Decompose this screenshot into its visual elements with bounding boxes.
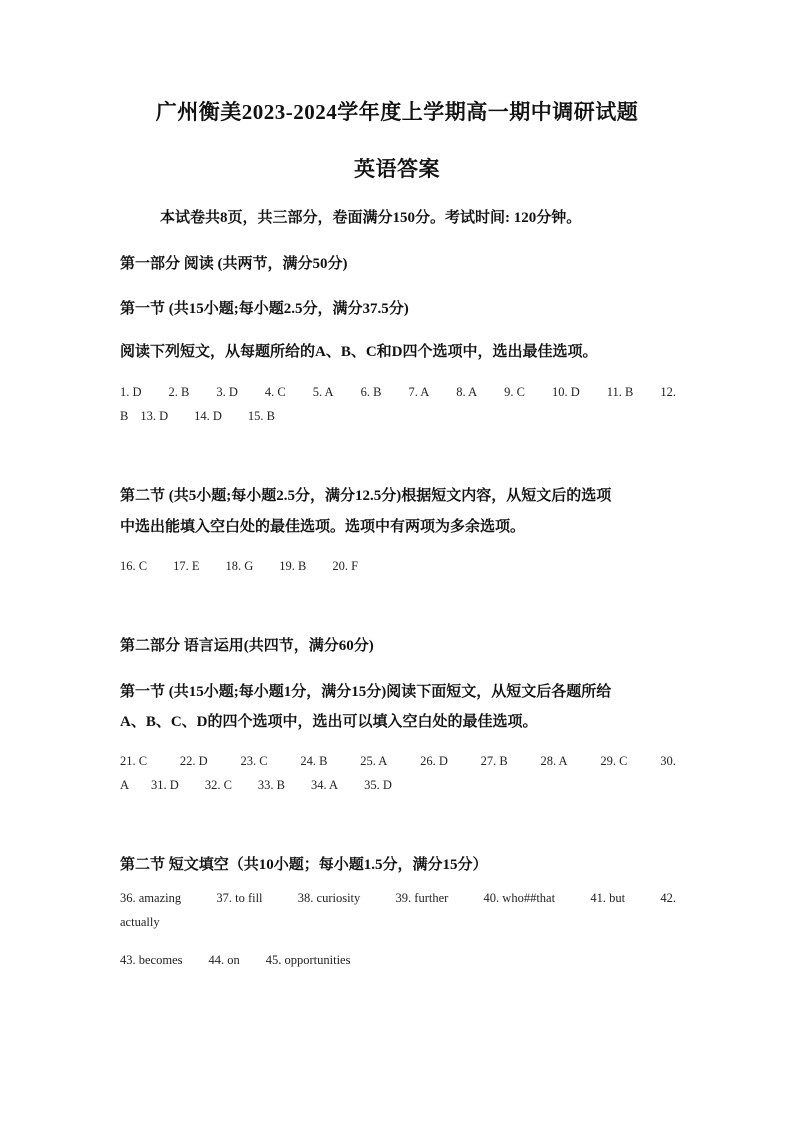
answer-item: B: [120, 409, 129, 423]
answer-item: 19. B: [279, 559, 307, 573]
answer-item: 24. B: [300, 754, 328, 768]
answer-item: 33. B: [257, 778, 285, 792]
answer-row-p1s1-1: [120, 385, 676, 400]
document-subtitle: 英语答案: [354, 157, 440, 181]
answer-item: 12.: [660, 385, 676, 399]
answer-item: 25. A: [360, 754, 388, 768]
answer-item: 36. amazing: [120, 891, 182, 905]
document-title: 广州衡美2023-2024学年度上学期高一期中调研试题: [155, 100, 639, 124]
answer-item: 23. C: [240, 754, 268, 768]
answer-item: 32. C: [204, 778, 232, 792]
answer-item: 37. to fill: [216, 891, 263, 905]
answer-item: 45. opportunities: [265, 953, 351, 967]
answer-item: 38. curiosity: [297, 891, 361, 905]
part2-section1-heading-line1: 第一节 (共15小题;每小题1分，满分15分)阅读下面短文，从短文后各题所给: [120, 684, 612, 700]
answer-item: 17. E: [173, 559, 200, 573]
answer-item: 14. D: [194, 409, 222, 423]
answer-item: 30.: [660, 754, 676, 768]
answer-row-p1s2-1: [120, 559, 676, 574]
answer-item: 18. G: [225, 559, 254, 573]
answer-item: 28. A: [540, 754, 568, 768]
answer-item: 21. C: [120, 754, 148, 768]
answer-item: 15. B: [247, 409, 275, 423]
answer-item: 4. C: [264, 385, 286, 399]
answer-row-p2s2-1: [120, 891, 676, 906]
part1-section1-instruction: 阅读下列短文，从每题所给的A、B、C和D四个选项中，选出最佳选项。: [120, 344, 598, 360]
answer-item: 27. B: [480, 754, 508, 768]
answer-item: 10. D: [551, 385, 580, 399]
answer-item: 35. D: [364, 778, 392, 792]
answer-item: 7. A: [408, 385, 430, 399]
answer-item: 3. D: [216, 385, 238, 399]
answer-item: actually: [120, 915, 160, 929]
answer-item: 26. D: [420, 754, 448, 768]
answer-item: 44. on: [208, 953, 240, 967]
answer-item: 9. C: [504, 385, 525, 399]
part1-section2-heading-line2: 中选出能填入空白处的最佳选项。选项中有两项为多余选项。: [120, 519, 526, 535]
part2-section1-heading-line2: A、B、C、D的四个选项中，选出可以填入空白处的最佳选项。: [120, 714, 538, 730]
answer-row-p1s1-2: [120, 409, 676, 424]
answer-item: 20. F: [332, 559, 359, 573]
answer-item: 43. becomes: [120, 953, 183, 967]
answer-item: 40. who##that: [483, 891, 556, 905]
answer-item: 34. A: [311, 778, 339, 792]
answer-row-p2s1-2: [120, 778, 676, 793]
answer-row-p2s2-2: [120, 915, 676, 930]
part1-section1-heading: 第一节 (共15小题;每小题2.5分，满分37.5分): [120, 301, 409, 317]
answer-item: 13. D: [140, 409, 169, 423]
answer-item: 41. but: [590, 891, 626, 905]
answer-row-p2s1-1: [120, 754, 676, 769]
answer-item: 42.: [660, 891, 676, 905]
answer-item: 1. D: [120, 385, 142, 399]
answer-item: 5. A: [312, 385, 334, 399]
answer-item: 2. B: [168, 385, 190, 399]
part2-heading: 第二部分 语言运用(共四节，满分60分): [120, 638, 374, 654]
answer-item: 11. B: [606, 385, 634, 399]
answer-item: 39. further: [395, 891, 449, 905]
part2-section2-heading: 第二节 短文填空（共10小题；每小题1.5分，满分15分）: [120, 857, 488, 873]
answer-item: 29. C: [600, 754, 628, 768]
answer-item: 31. D: [151, 778, 179, 792]
part1-heading: 第一部分 阅读 (共两节，满分50分): [120, 256, 348, 272]
exam-intro: 本试卷共8页，共三部分，卷面满分150分。考试时间: 120分钟。: [160, 210, 582, 226]
part1-section2-heading-line1: 第二节 (共5小题;每小题2.5分，满分12.5分)根据短文内容，从短文后的选项: [120, 488, 612, 504]
answer-item: A: [120, 778, 130, 792]
answer-row-p2s2-3: [120, 953, 676, 968]
answer-item: 22. D: [179, 754, 208, 768]
answer-item: 6. B: [360, 385, 382, 399]
answer-item: 16. C: [120, 559, 148, 573]
answer-item: 8. A: [456, 385, 478, 399]
